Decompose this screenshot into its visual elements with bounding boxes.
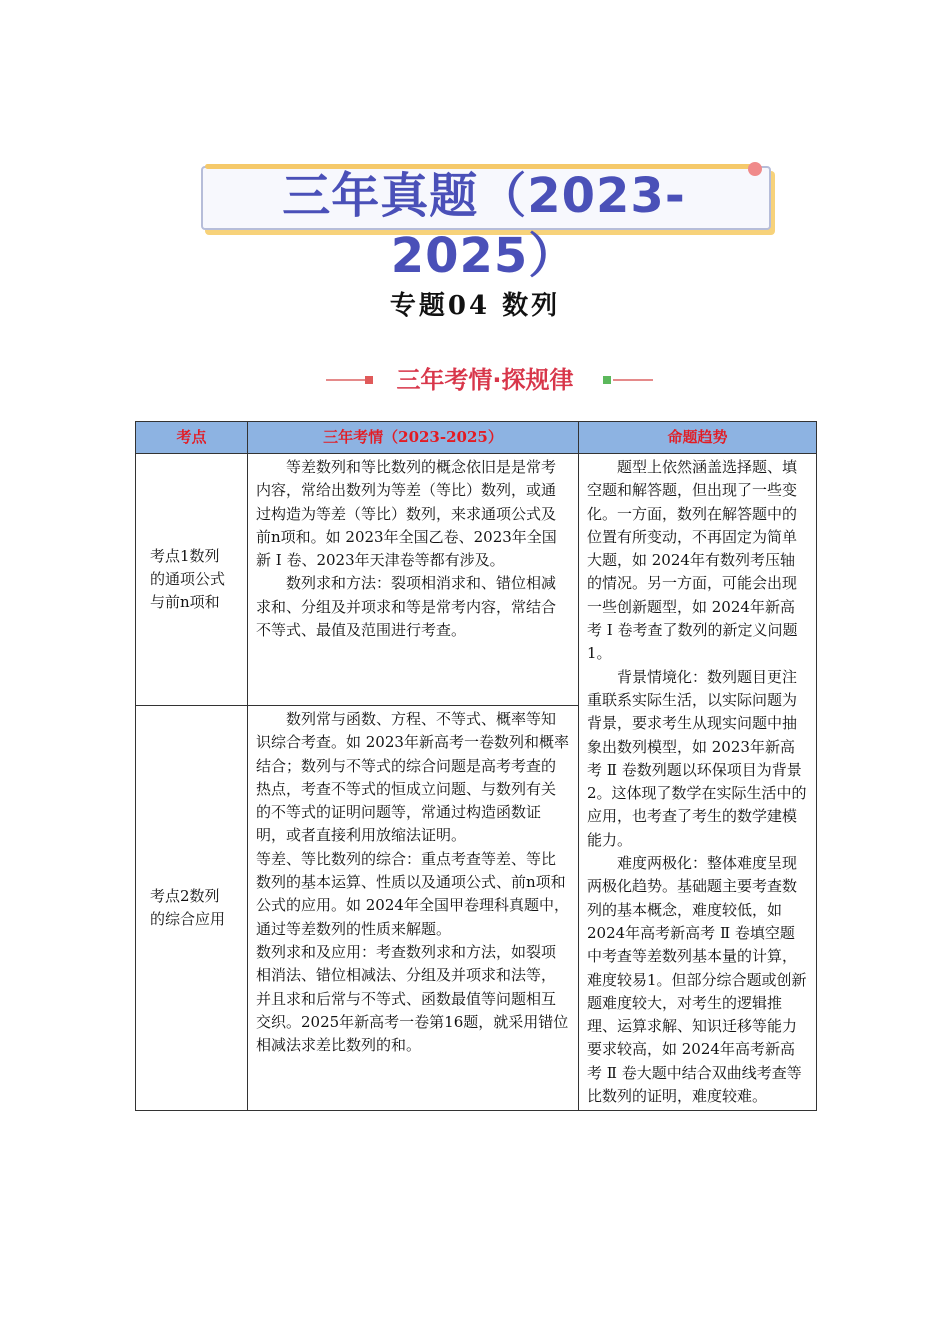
table-row (136, 454, 817, 706)
topic-cell: 考点2数列的综合应用 (136, 706, 248, 1111)
header-topic: 考点 (136, 422, 248, 454)
section-square-right (603, 376, 611, 384)
section-rule-right (613, 379, 653, 381)
exam-analysis-table (135, 421, 817, 1111)
trend-cell (579, 454, 817, 1111)
analysis-paragraph: 数列求和及应用：考查数列求和方法，如裂项相消法、错位相减法、分组及并项求和法等，并且求和后常与不等式、函数最值等问题相互交织。2025年新高考一卷第16题，就采用错位相减法求差比数列的和。 (256, 942, 569, 1055)
section-rule-left (326, 379, 366, 381)
analysis-paragraph: 数列求和方法：裂项相消求和、错位相减求和、分组及并项求和等是常考内容，常结合不等式、最值及范围进行考查。 (256, 574, 557, 640)
analysis-paragraph: 等差、等比数列的综合：重点考查等差、等比数列的基本运算、性质以及通项公式、前n项和公式的应用。如 2024年全国甲卷理科真题中，通过等差数列的性质来解题。 (256, 849, 569, 938)
analysis-paragraph: 数列常与函数、方程、不等式、概率等知识综合考查。如 2023年新高考一卷数列和概率结合；数列与不等式的综合问题是高考考查的热点，考查不等式的恒成立问题、与数列有关的不等式的证明问题等，常通过构造函数证明，或者直接利用放缩法证明。 (256, 710, 569, 845)
section-square-left (365, 376, 373, 384)
analysis-cell (248, 706, 579, 1111)
analysis-paragraph: 等差数列和等比数列的概念依旧是是常考内容，常给出数列为等差（等比）数列，或通过构造为等差（等比）数列，来求通项公式及前n项和。如 2023年全国乙卷、2023年全国新 Ⅰ 卷、2023年天津卷等都有涉及。 (256, 458, 557, 570)
analysis-cell (248, 454, 579, 706)
header-exam-analysis: 三年考情（2023-2025） (248, 422, 579, 454)
table-header-row (136, 422, 817, 454)
document-title: 专题04 数列 (389, 291, 561, 321)
header-trend: 命题趋势 (579, 422, 817, 454)
banner-title: 三年真题（2023-2025） (282, 168, 686, 284)
trend-paragraph: 难度两极化：整体难度呈现两极化趋势。基础题主要考查数列的基本概念，难度较低，如 2024年高考新高考 Ⅱ 卷填空题中考查等差数列基本量的计算，难度较易1。但部分综合题或创新题难度较大，对考生的逻辑推理、运算求解、知识迁移等能力要求较高，如 2024年高考新高考 Ⅱ 卷大题中结合双曲线考查等比数列的证明，难度较难。 (587, 854, 807, 1106)
topic-cell: 考点1数列的通项公式与前n项和 (136, 454, 248, 706)
trend-paragraph: 背景情境化：数列题目更注重联系实际生活，以实际问题为背景，要求考生从现实问题中抽象出数列模型，如 2023年新高考 Ⅱ 卷数列题以环保项目为背景2。这体现了数学在实际生活中的应用，也考查了考生的数学建模能力。 (587, 667, 807, 849)
trend-paragraph: 题型上依然涵盖选择题、填空题和解答题，但出现了一些变化。一方面，数列在解答题中的位置有所变动，不再固定为简单大题，如 2024年有数列考压轴的情况。另一方面，可能会出现一些创新题型，如 2024年新高考 Ⅰ 卷考查了数列的新定义问题1。 (587, 458, 798, 663)
section-title: 三年考情·探规律 (396, 366, 574, 394)
